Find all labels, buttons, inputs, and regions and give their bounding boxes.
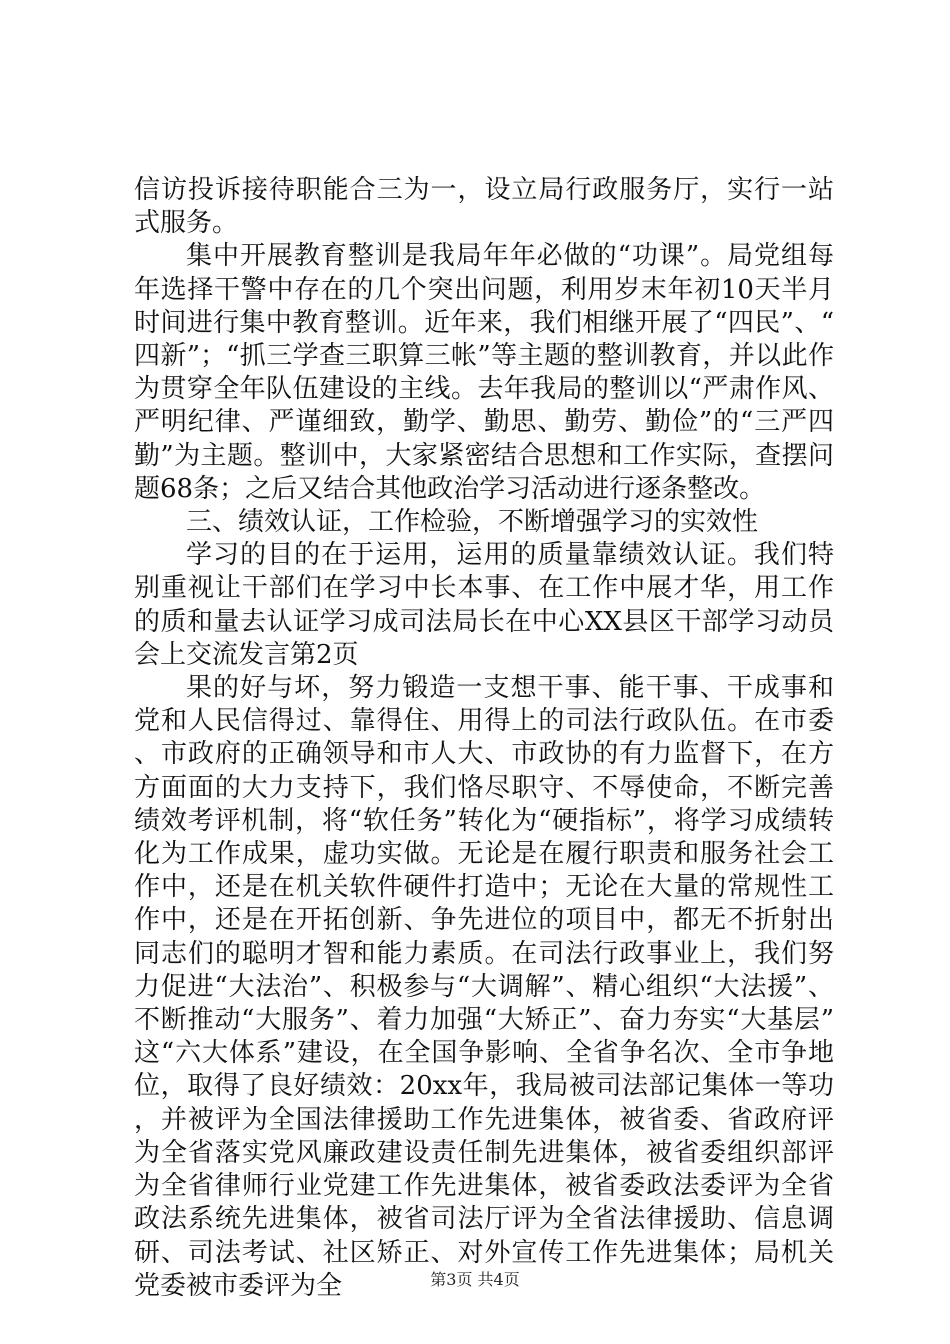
paragraph-3: 学习的目的在于运用，运用的质量靠绩效认证。我们特别重视让干部们在学习中长本事、在工作中展才华，用工作的质和量去认证学习成司法局长在中心XX县区干部学习动员会上交流发言第2页 [134,540,834,670]
section-heading: 三、绩效认证，工作检验，不断增强学习的实效性 [186,507,759,538]
page-footer: 第3页 共4页 [430,1270,520,1289]
paragraph-2: 集中开展教育整训是我局年年必做的“功课”。局党组每年选择干警中存在的几个突出问题，利用岁末年初10天半月时间进行集中教育整训。近年来，我们相继开展了“四民”、“四新”；“抓三学查三职算三帐”等主题的整训教育，并以此作为贯穿全年队伍建设的主线。去年我局的整训以“严肃作风、严明纪律、严谨细致，勤学、勤思、勤劳、勤俭”的“三严四勤”为主题。整训中，大家紧密结合思想和工作实际，查摆问题68条；之后又结合其他政治学习活动进行逐条整改。 [134,241,834,504]
document-body [134,174,834,1303]
paragraph-4: 果的好与坏，努力锻造一支想干事、能干事、干成事和党和人民信得过、靠得住、用得上的司法行政队伍。在市委、市政府的正确领导和市人大、市政协的有力监督下，在方方面面的大力支持下，我们恪尽职守、不辱使命，不断完善绩效考评机制，将“软任务”转化为“硬指标”，将学习成绩转化为工作成果，虚功实做。无论是在履行职责和服务社会工作中，还是在机关软件硬件打造中；无论在大量的常规性工作中，还是在开拓创新、争先进位的项目中，都无不折射出同志们的聪明才智和能力素质。在司法行政事业上，我们努力促进“大法治”、积极参与“大调解”、精心组织“大法援”、不断推动“大服务”、着力加强“大矫正”、奋力夯实“大基层”这“六大体系”建设，在全国争影响、全省争名次、全市争地位，取得了良好绩效：20xx年，我局被司法部记集体一等功，并被评为全国法律援助工作先进集体，被省委、省政府评为全省落实党风廉政建设责任制先进集体，被省委组织部评为全省律师行业党建工作先进集体，被省委政法委评为全省政法系统先进集体，被省司法厅评为全省法律援助、信息调研、司法考试、社区矫正、对外宣传工作先进集体；局机关党委被市委评为全 [134,673,834,1301]
paragraph-1: 信访投诉接待职能合三为一，设立局行政服务厅，实行一站式服务。 [134,175,834,239]
